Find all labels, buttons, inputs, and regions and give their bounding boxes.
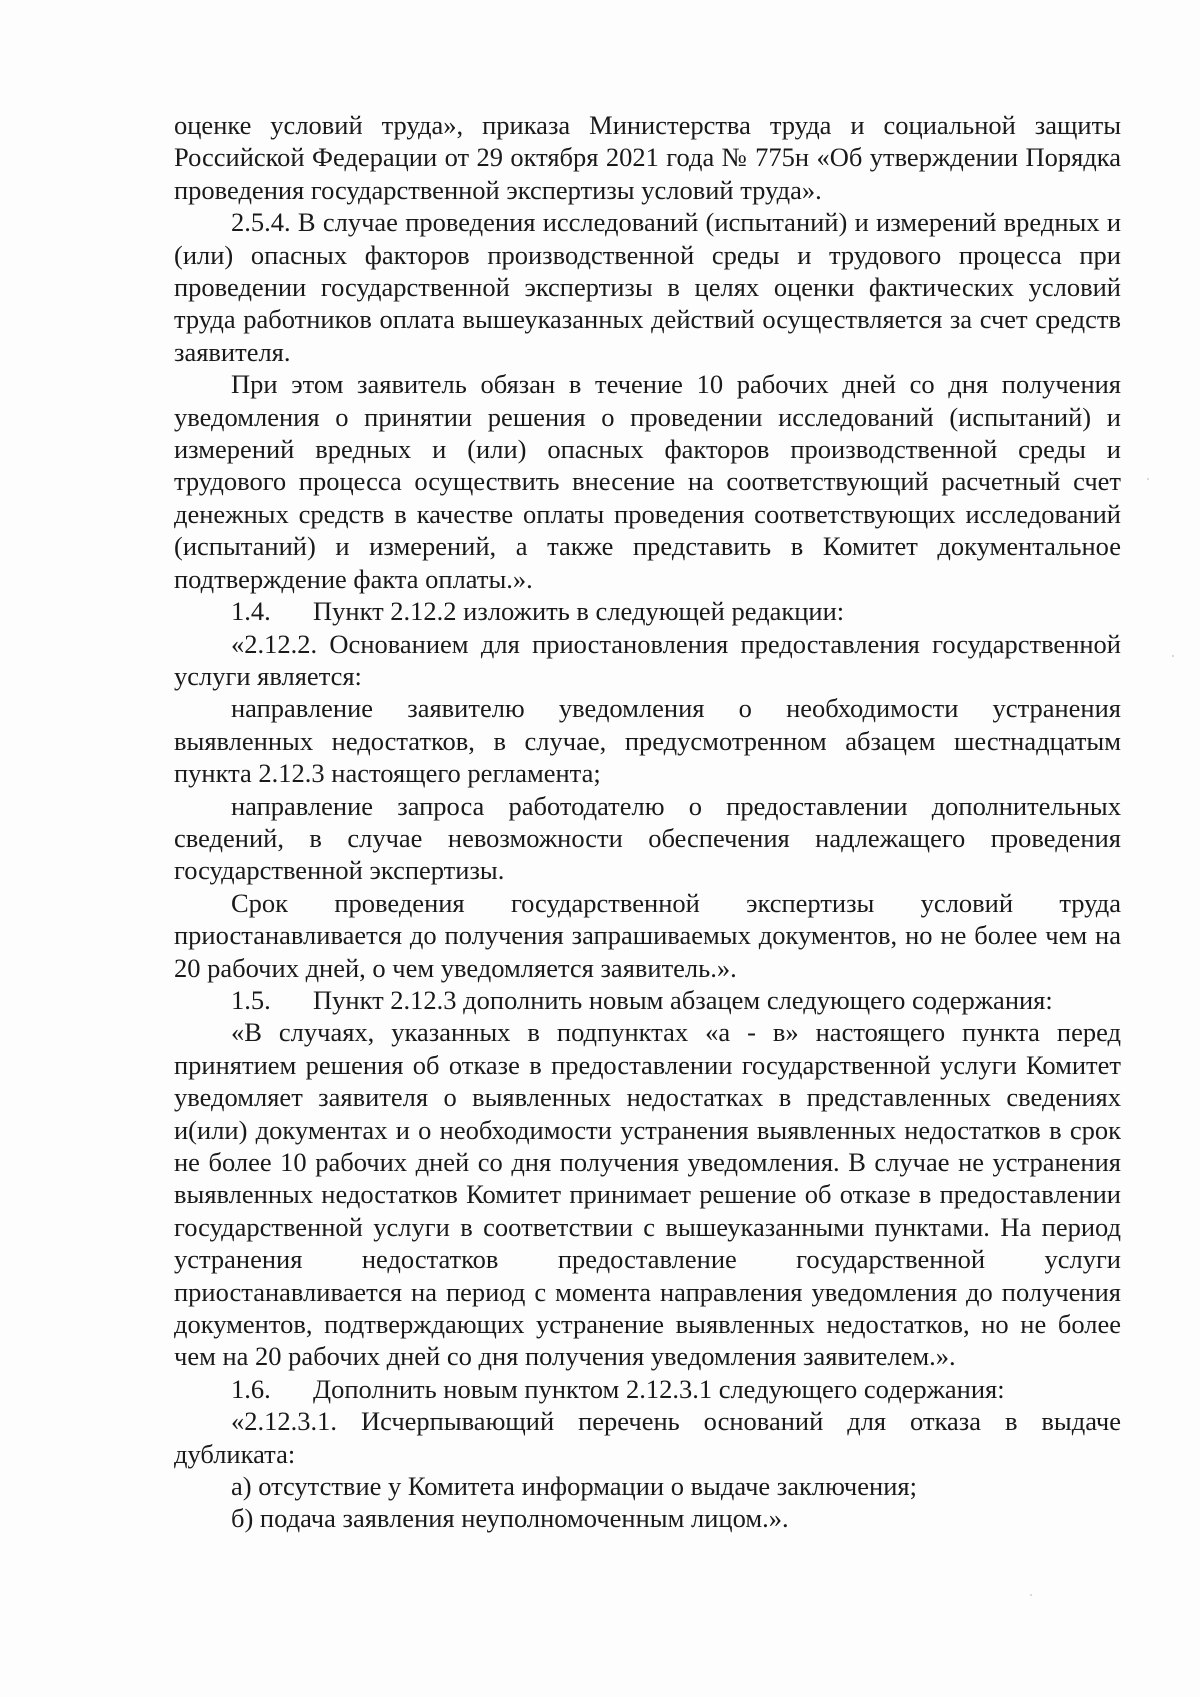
- scan-speck: [1172, 655, 1174, 657]
- item-text: Пункт 2.12.2 изложить в следующей редакции:: [313, 596, 845, 627]
- paragraph-payment-obligation: При этом заявитель обязан в течение 10 рабочих дней со дня получения уведомления о принятии решения о проведении исследований (испытаний) и измерений вредных и (или) опасных факторов производственной среды и трудового процесса осуществить внесение на соответствующий расчетный счет денежных средств в качестве оплаты проведения соответствующих исследований (испытаний) и измерений, а также представить в Комитет документальное подтверждение факта оплаты.».: [174, 369, 1121, 594]
- paragraph-continuation: оценке условий труда», приказа Министерства труда и социальной защиты Российской Федерации от 29 октября 2021 года № 775н «Об утверждении Порядка проведения государственной экспертизы условий труда».: [174, 110, 1121, 205]
- paragraph-2-12-2: «2.12.2. Основанием для приостановления предоставления государственной услуги является:: [174, 628, 1121, 691]
- paragraph-new-abstract: «В случаях, указанных в подпунктах «а - в» настоящего пункта перед принятием решения об отказе в предоставлении государственной услуги Комитет уведомляет заявителя о выявленных недостатках в представленных сведениях и(или) документах и о необходимости устранения выявленных недостатков в срок не более 10 рабочих дней со дня получения уведомления. В случае не устранения выявленных недостатков Комитет принимает решение об отказе в предоставлении государственной услуги в соответствии с вышеуказанными пунктами. На период устранения недостатков предоставление государственной услуги приостанавливается на период с момента направления уведомления до получения документов, подтверждающих устранение выявленных недостатков, но не более чем на 20 рабочих дней со дня получения уведомления заявителем.».: [174, 1017, 1121, 1372]
- item-number: 1.6.: [231, 1373, 271, 1404]
- list-item-b: б) подача заявления неуполномоченным лицом.».: [231, 1503, 789, 1534]
- document-body: [174, 109, 1121, 1535]
- paragraph-suspension-term: Срок проведения государственной экспертизы условий труда приостанавливается до получения запрашиваемых документов, но не более чем на 20 рабочих дней, о чем уведомляется заявитель.».: [174, 887, 1121, 983]
- paragraph-2-12-3-1: «2.12.3.1. Исчерпывающий перечень оснований для отказа в выдаче дубликата:: [174, 1406, 1121, 1469]
- scan-speck: [1030, 1594, 1032, 1596]
- paragraph-notice-applicant: направление заявителю уведомления о необходимости устранения выявленных недостатков, в случае, предусмотренном абзацем шестнадцатым пункта 2.12.3 настоящего регламента;: [174, 693, 1121, 789]
- item-number: 1.5.: [231, 984, 271, 1015]
- paragraph-request-employer: направление запроса работодателю о предоставлении дополнительных сведений, в случае невозможности обеспечения надлежащего проведения государственной экспертизы.: [174, 790, 1121, 886]
- item-1-5: [174, 984, 1121, 1016]
- scan-speck: [1147, 478, 1149, 480]
- item-text: Дополнить новым пунктом 2.12.3.1 следующего содержания:: [313, 1373, 1005, 1404]
- item-text: Пункт 2.12.3 дополнить новым абзацем следующего содержания:: [313, 984, 1053, 1015]
- item-number: 1.4.: [231, 596, 271, 627]
- item-1-6: [174, 1373, 1121, 1405]
- paragraph-2-5-4: 2.5.4. В случае проведения исследований (испытаний) и измерений вредных и (или) опасных факторов производственной среды и трудового процесса при проведении государственной экспертизы в целях оценки фактических условий труда работников оплата вышеуказанных действий осуществляется за счет средств заявителя.: [174, 207, 1121, 367]
- item-1-4: [174, 595, 1121, 627]
- list-item-a: а) отсутствие у Комитета информации о выдаче заключения;: [231, 1471, 917, 1502]
